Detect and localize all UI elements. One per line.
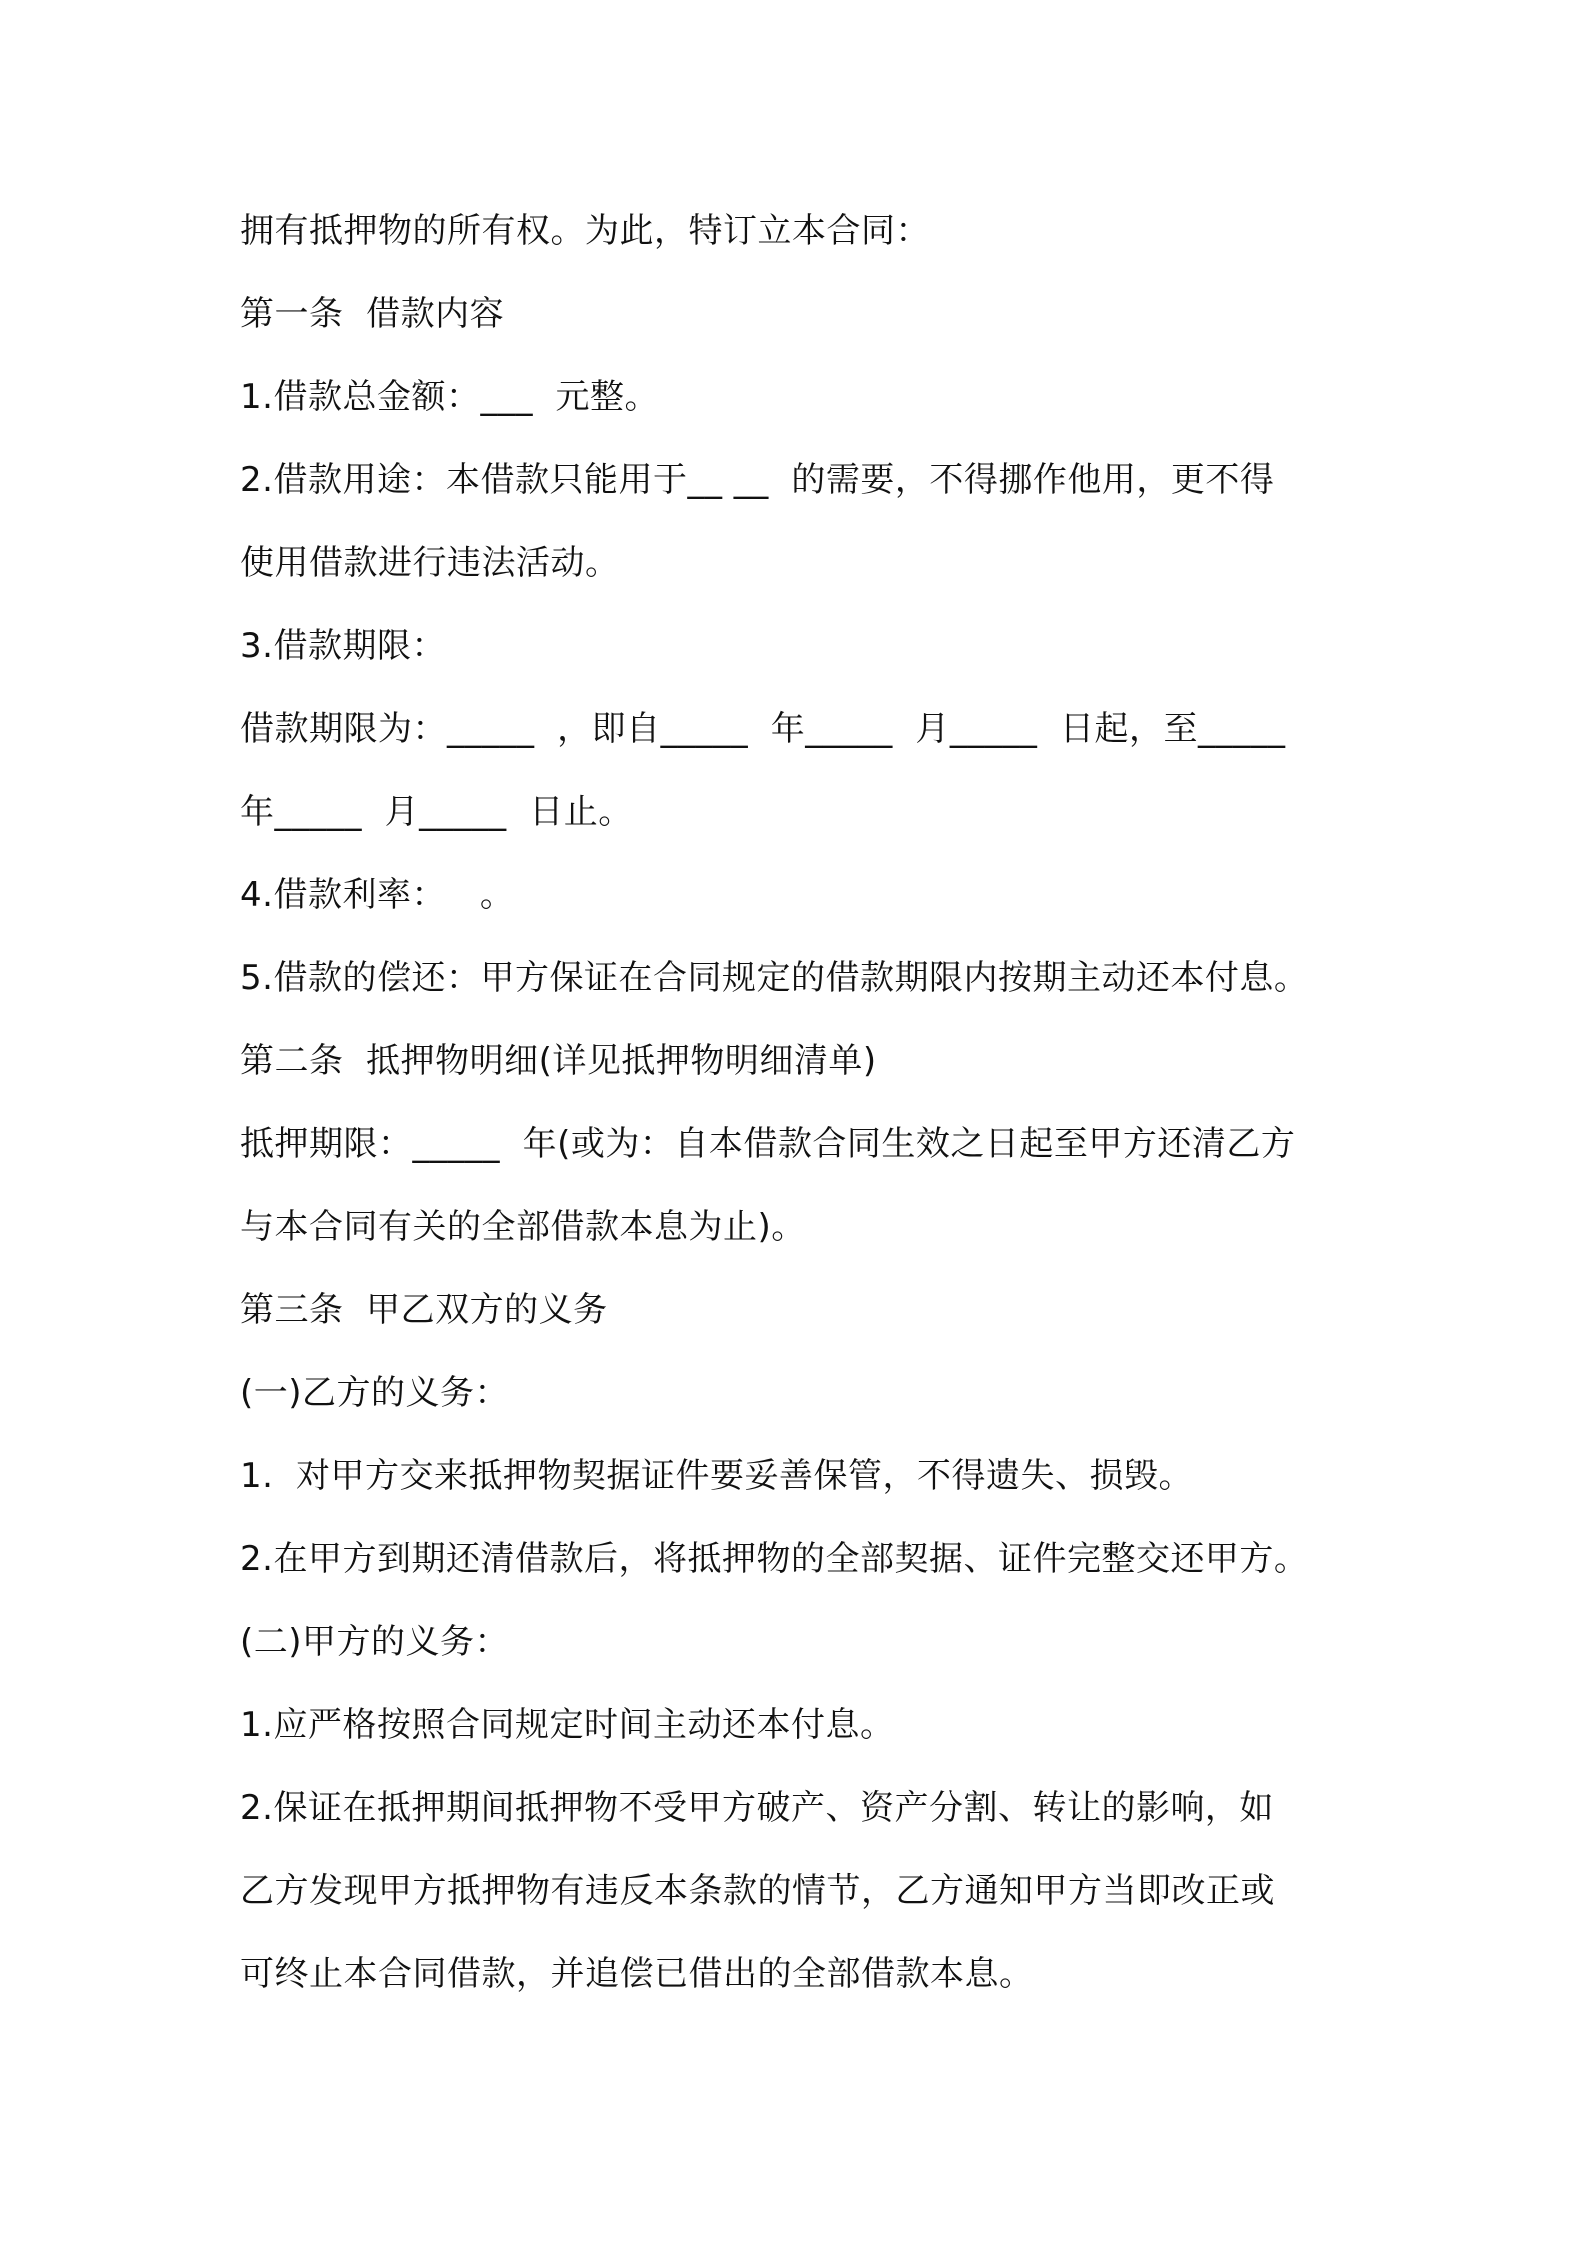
loan-rate-line: 4.借款利率： 。 [240,875,515,915]
document-body [240,190,1370,2016]
mortgage-term-line-cont: 与本合同有关的全部借款本息为止)。 [240,1207,806,1247]
intro-line: 拥有抵押物的所有权。为此，特订立本合同： [240,211,930,251]
party-a-duty-2-cont-2: 可终止本合同借款，并追偿已借出的全部借款本息。 [240,1954,1034,1994]
mortgage-term-line: 抵押期限：_____ 年(或为：自本借款合同生效之日起至甲方还清乙方 [240,1124,1296,1164]
loan-repayment-line: 5.借款的偿还：甲方保证在合同规定的借款期限内按期主动还本付息。 [240,958,1309,998]
loan-purpose-line-cont: 使用借款进行违法活动。 [240,543,620,583]
article-2-heading: 第二条 抵押物明细(详见抵押物明细清单) [240,1041,877,1081]
party-b-duty-2: 2.在甲方到期还清借款后，将抵押物的全部契据、证件完整交还甲方。 [240,1539,1309,1579]
loan-term-line: 借款期限为：_____ ，即自_____ 年_____ 月_____ 日起，至_____ [240,709,1286,749]
loan-purpose-line: 2.借款用途：本借款只能用于__ __ 的需要，不得挪作他用，更不得 [240,460,1275,500]
party-a-duties-heading: (二)甲方的义务： [240,1622,510,1662]
article-1-heading: 第一条 借款内容 [240,294,505,334]
article-3-heading: 第三条 甲乙双方的义务 [240,1290,608,1330]
party-b-duty-1: 1. 对甲方交来抵押物契据证件要妥善保管，不得遗失、损毁。 [240,1456,1194,1496]
loan-term-line-cont: 年_____ 月_____ 日止。 [240,792,633,832]
party-a-duty-2-cont: 乙方发现甲方抵押物有违反本条款的情节，乙方通知甲方当即改正或 [240,1871,1275,1911]
party-a-duty-2: 2.保证在抵押期间抵押物不受甲方破产、资产分割、转让的影响，如 [240,1788,1274,1828]
party-a-duty-1: 1.应严格按照合同规定时间主动还本付息。 [240,1705,895,1745]
loan-term-heading: 3.借款期限： [240,626,446,666]
loan-amount-line: 1.借款总金额：___ 元整。 [240,377,660,417]
party-b-duties-heading: (一)乙方的义务： [240,1373,510,1413]
